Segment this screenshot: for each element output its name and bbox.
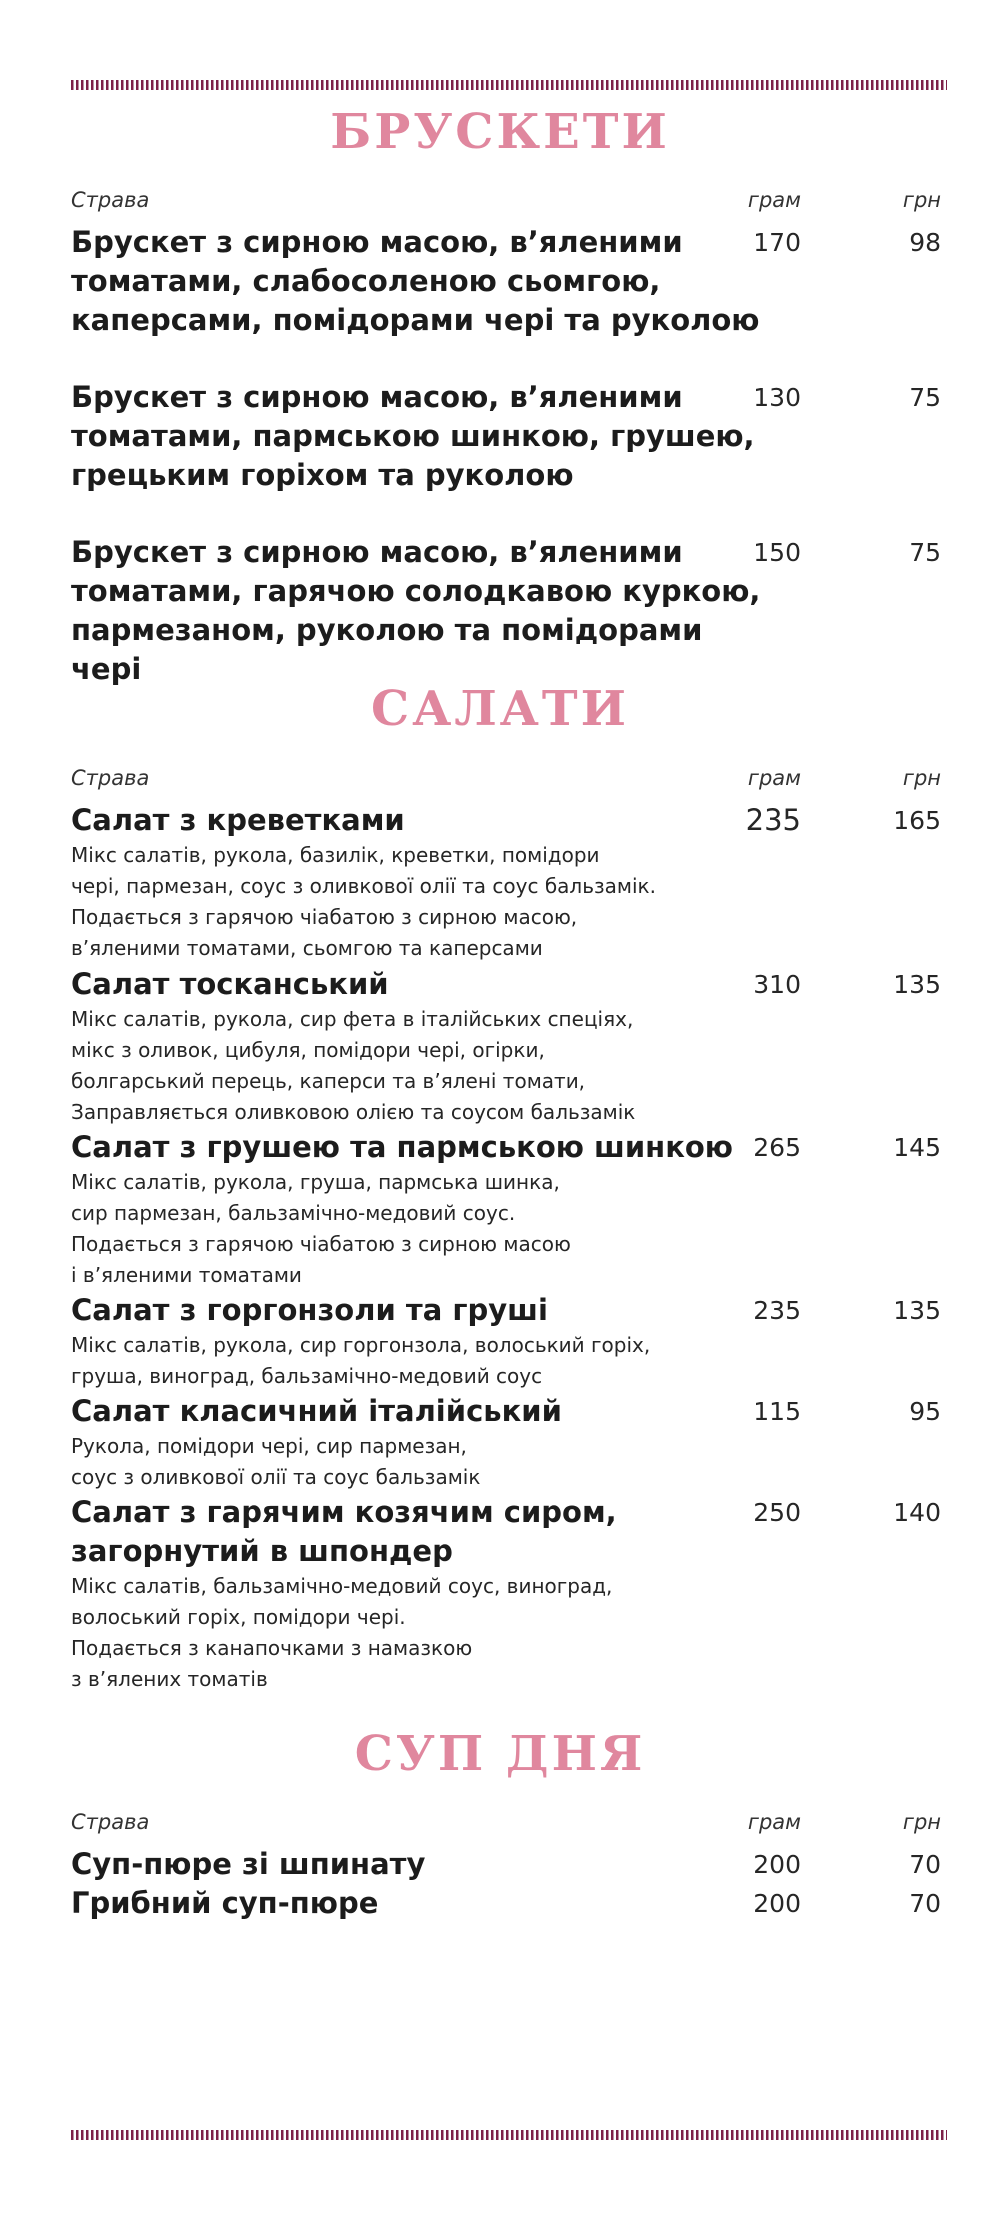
section-title-salads: САЛАТИ bbox=[371, 681, 629, 737]
item-description: Мікс салатів, рукола, сир горгонзола, волоський горіх, груша, виноград, бальзамічно-медовий соус bbox=[71, 1333, 651, 1388]
item-price: 75 bbox=[909, 383, 941, 412]
header-dish: Страва bbox=[71, 188, 150, 212]
header-gram: грам bbox=[747, 188, 801, 212]
item-name: Грибний суп-пюре bbox=[71, 1886, 379, 1920]
item-gram: 310 bbox=[753, 970, 801, 999]
item-gram: 115 bbox=[753, 1397, 801, 1426]
item-price: 135 bbox=[893, 970, 941, 999]
item-name: Салат з грушею та пармською шинкою bbox=[71, 1130, 734, 1164]
item-name: Салат з креветками bbox=[71, 803, 405, 837]
header-price: грн bbox=[902, 188, 941, 212]
item-price: 98 bbox=[909, 228, 941, 257]
item-price: 165 bbox=[893, 806, 941, 835]
column-headers bbox=[71, 1810, 941, 1838]
header-gram: грам bbox=[747, 766, 801, 790]
item-description: Мікс салатів, рукола, груша, пармська шинка, сир пармезан, бальзамічно-медовий соус. Подається з гарячою чіабатою з сирною масою і в’яленими томатами bbox=[71, 1170, 571, 1287]
item-name: Салат тосканський bbox=[71, 967, 389, 1001]
item-gram: 130 bbox=[753, 383, 801, 412]
item-gram: 200 bbox=[753, 1889, 801, 1918]
header-price: грн bbox=[902, 766, 941, 790]
item-price: 70 bbox=[909, 1850, 941, 1879]
menu-item bbox=[71, 1291, 941, 1392]
item-gram: 150 bbox=[753, 538, 801, 567]
item-name: Салат з горгонзоли та груші bbox=[71, 1293, 548, 1327]
header-price: грн bbox=[902, 1810, 941, 1834]
menu-item bbox=[71, 223, 941, 340]
item-name: Салат з гарячим козячим сиром, загорнутий в шпондер bbox=[71, 1495, 617, 1568]
item-price: 145 bbox=[893, 1133, 941, 1162]
menu-item bbox=[71, 1845, 941, 1884]
header-gram: грам bbox=[747, 1810, 801, 1834]
item-price: 95 bbox=[909, 1397, 941, 1426]
menu-item bbox=[71, 533, 941, 689]
item-description: Мікс салатів, бальзамічно-медовий соус, виноград, волоський горіх, помідори чері. Подається з канапочками з намазкою з в’ялених томатів bbox=[71, 1574, 613, 1691]
item-gram: 235 bbox=[745, 803, 801, 837]
section-title-bruschetta: БРУСКЕТИ bbox=[330, 104, 670, 160]
item-name: Суп-пюре зі шпинату bbox=[71, 1847, 426, 1881]
item-gram: 265 bbox=[753, 1133, 801, 1162]
menu-item bbox=[71, 1392, 941, 1493]
item-description: Мікс салатів, рукола, сир фета в італійських спеціях, мікс з оливок, цибуля, помідори чері, огірки, болгарський перець, каперси та в’ялені томати, Заправляється оливковою олією та соусом бальзамік bbox=[71, 1007, 636, 1124]
header-dish: Страва bbox=[71, 1810, 150, 1834]
bottom-divider bbox=[71, 2130, 947, 2140]
column-headers bbox=[71, 766, 941, 794]
item-description: Рукола, помідори чері, сир пармезан, соус з оливкової олії та соус бальзамік bbox=[71, 1434, 481, 1489]
top-divider bbox=[71, 80, 947, 90]
menu-item bbox=[71, 801, 941, 964]
menu-item bbox=[71, 965, 941, 1128]
column-headers bbox=[71, 188, 941, 216]
item-name: Брускет з сирною масою, в’яленими томатами, пармською шинкою, грушею, грецьким горіхом та руколою bbox=[71, 380, 755, 492]
item-description: Мікс салатів, рукола, базилік, креветки, помідори чері, пармезан, соус з оливкової олії та соус бальзамік. Подається з гарячою чіабатою з сирною масою, в’яленими томатами, сьомгою та каперсами bbox=[71, 843, 656, 960]
menu-item bbox=[71, 1493, 941, 1695]
item-price: 140 bbox=[893, 1498, 941, 1527]
item-name: Салат класичний італійський bbox=[71, 1394, 562, 1428]
item-gram: 200 bbox=[753, 1850, 801, 1879]
item-gram: 235 bbox=[753, 1296, 801, 1325]
item-name: Брускет з сирною масою, в’яленими томатами, гарячою солодкавою куркою, пармезаном, руколою та помідорами чері bbox=[71, 535, 761, 686]
item-price: 75 bbox=[909, 538, 941, 567]
item-gram: 250 bbox=[753, 1498, 801, 1527]
menu-item bbox=[71, 1128, 941, 1291]
header-dish: Страва bbox=[71, 766, 150, 790]
item-price: 70 bbox=[909, 1889, 941, 1918]
menu-item bbox=[71, 378, 941, 495]
section-title-soup: СУП ДНЯ bbox=[354, 1726, 646, 1782]
item-price: 135 bbox=[893, 1296, 941, 1325]
item-gram: 170 bbox=[753, 228, 801, 257]
item-name: Брускет з сирною масою, в’яленими томатами, слабосоленою сьомгою, каперсами, помідорами чері та руколою bbox=[71, 225, 760, 337]
menu-item bbox=[71, 1884, 941, 1923]
